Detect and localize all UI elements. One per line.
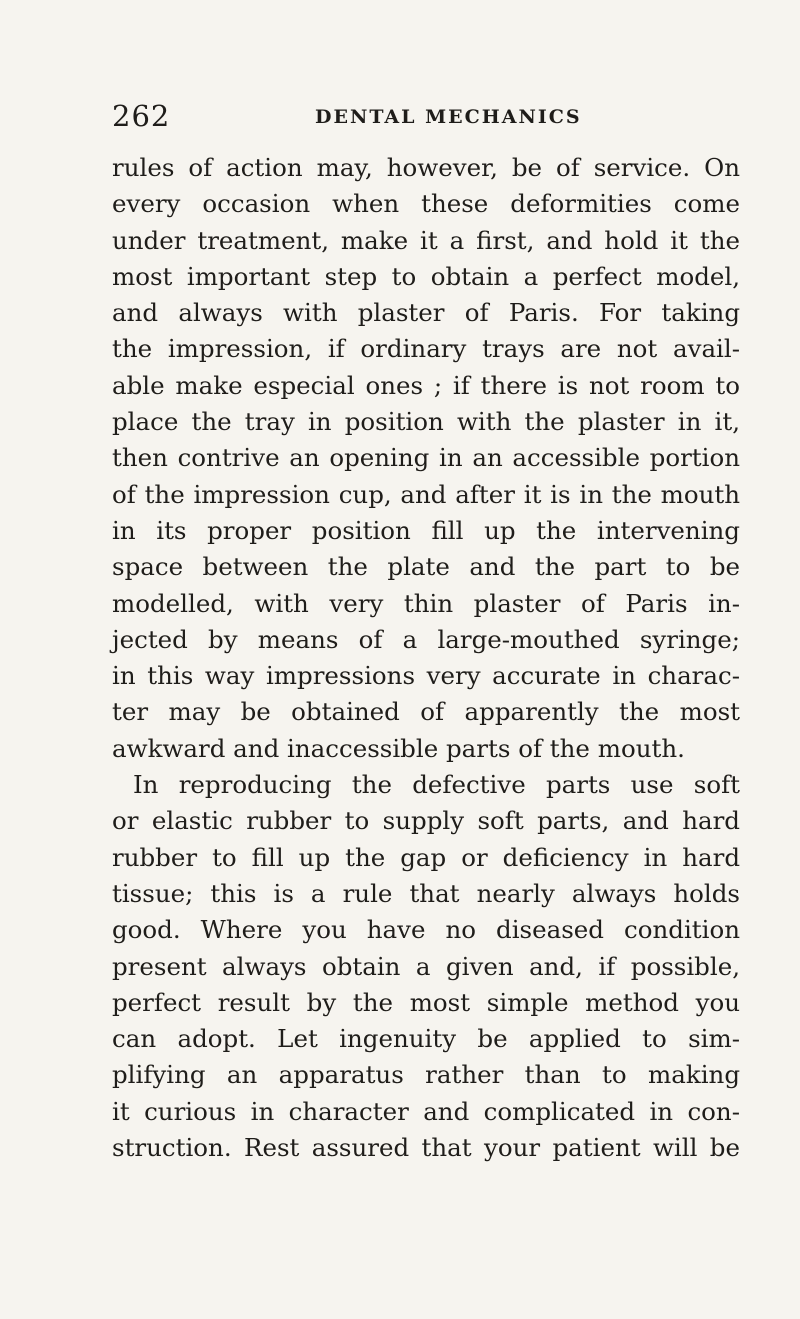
text-line: place the tray in position with the plaster in it, <box>112 407 740 437</box>
text-line: then contrive an opening in an accessible portion <box>112 443 740 473</box>
text-line: of the impression cup, and after it is in the mouth <box>112 479 740 509</box>
text-line: good. Where you have no diseased condition <box>112 915 740 945</box>
text-line: perfect result by the most simple method you <box>112 987 740 1017</box>
text-line: rules of action may, however, be of service. On <box>112 153 740 182</box>
text-line: ter may be obtained of apparently the most <box>112 697 740 727</box>
text-line: it curious in character and complicated in con- <box>112 1096 740 1126</box>
text-line: and always with plaster of Paris. For taking <box>112 298 740 328</box>
text-line: able make especial ones ; if there is not room to <box>112 370 740 400</box>
text-line: jected by means of a large-mouthed syringe; <box>112 624 740 654</box>
text-line: struction. Rest assured that your patient will be <box>112 1133 740 1163</box>
text-line: in this way impressions very accurate in charac- <box>112 661 740 691</box>
text-line: the impression, if ordinary trays are not avail- <box>112 334 740 364</box>
text-line: tissue; this is a rule that nearly always holds <box>112 878 740 908</box>
text-line: present always obtain a given and, if possible, <box>112 951 740 981</box>
text-line: most important step to obtain a perfect model, <box>112 261 740 291</box>
text-line: in its proper position fill up the intervening <box>112 515 740 545</box>
text-line: awkward and inaccessible parts of the mouth. <box>112 733 685 763</box>
text-line: In reproducing the defective parts use soft <box>133 770 740 800</box>
text-line: or elastic rubber to supply soft parts, and hard <box>112 806 740 836</box>
text-line: modelled, with very thin plaster of Paris in- <box>112 588 740 618</box>
page-header <box>0 96 800 136</box>
text-line: can adopt. Let ingenuity be applied to sim- <box>112 1024 740 1054</box>
body-text <box>112 150 740 1166</box>
text-line: rubber to fill up the gap or deficiency in hard <box>112 842 740 872</box>
page-number: 262 <box>112 99 171 133</box>
text-line: under treatment, make it a first, and hold it the <box>112 225 740 255</box>
running-title: DENTAL MECHANICS <box>315 106 582 128</box>
text-line: plifying an apparatus rather than to making <box>112 1060 740 1090</box>
text-line: space between the plate and the part to be <box>112 552 740 582</box>
text-line: every occasion when these deformities come <box>112 189 740 219</box>
